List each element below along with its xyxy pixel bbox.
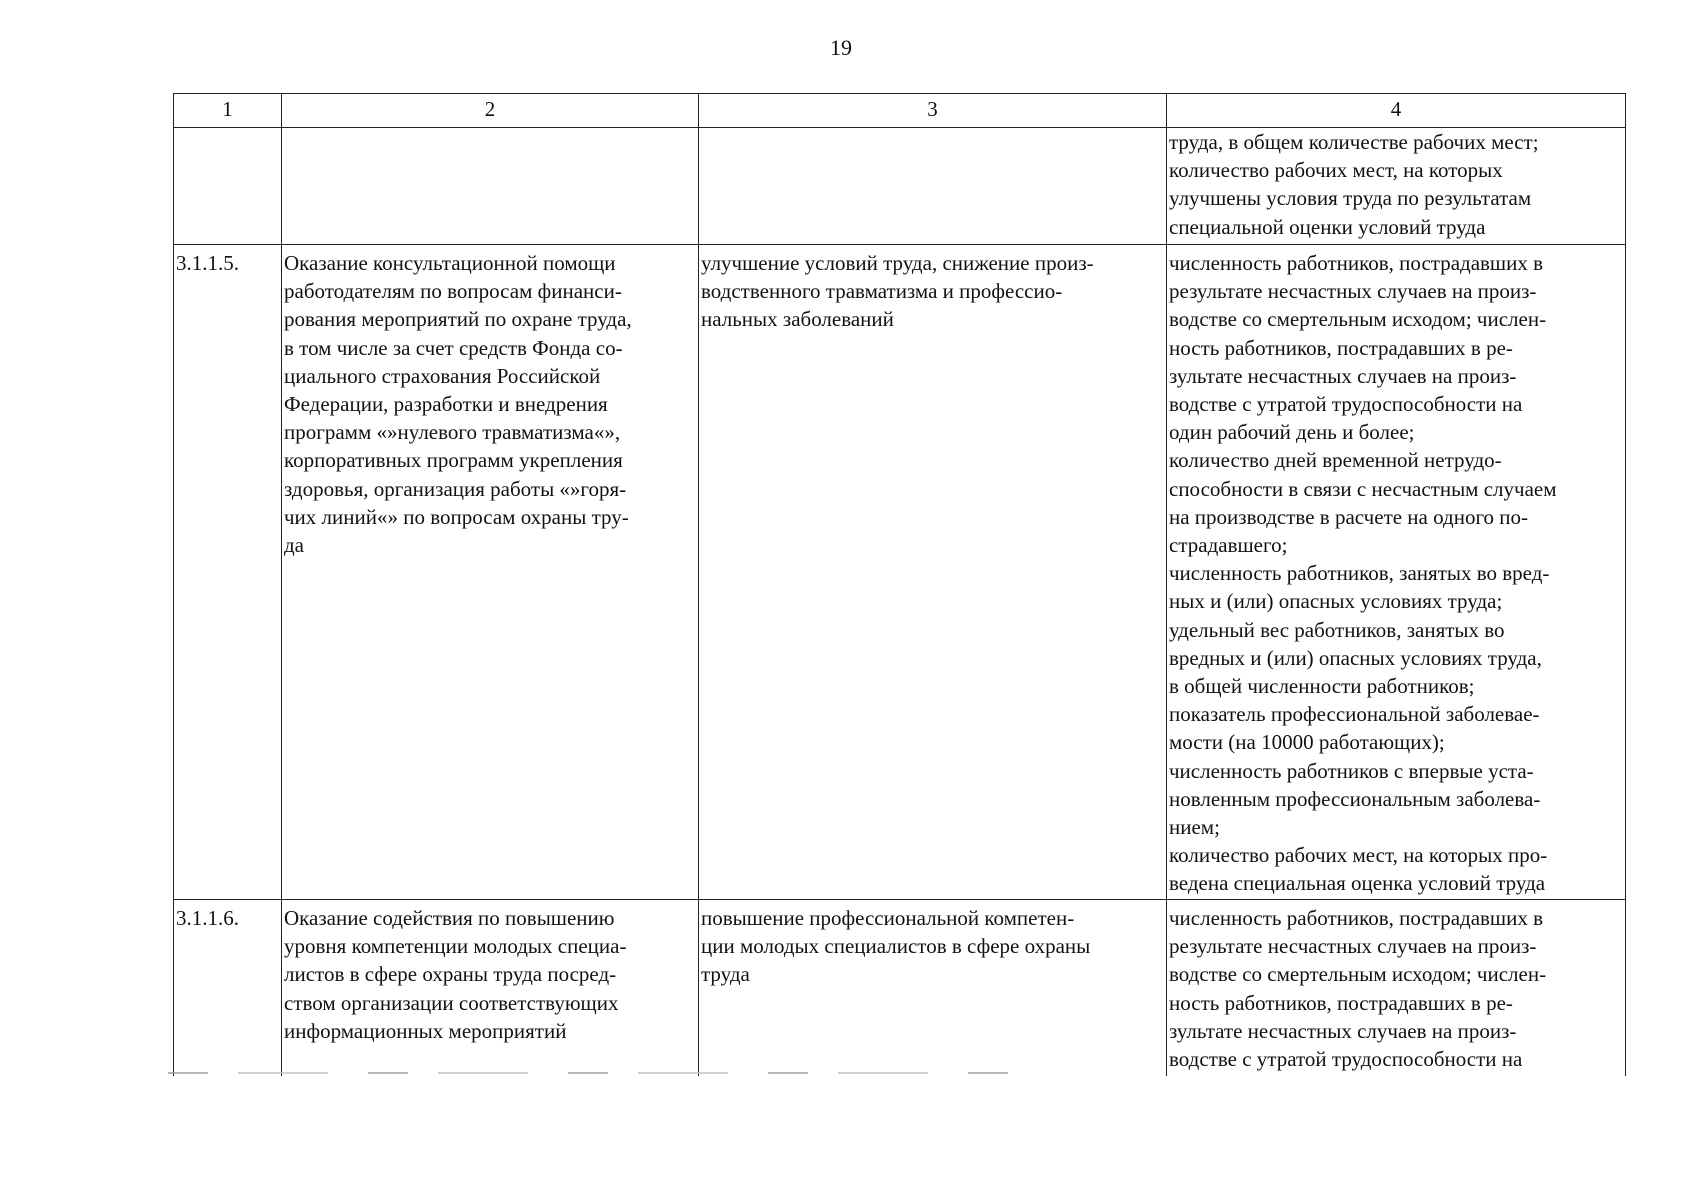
cell-text-line: ведена специальная оценка условий труда	[1169, 871, 1546, 896]
header-col-2: 2	[282, 94, 699, 128]
cell-text-line: удельный вес работников, занятых во	[1169, 617, 1505, 642]
cell-text-line: зультате несчастных случаев на произ-	[1169, 1018, 1517, 1043]
table-row-3-1-1-6	[174, 900, 1626, 1077]
cell-text-line: ность работников, пострадавших в ре-	[1169, 990, 1513, 1015]
cell-text-line: повышение профессиональной компетен-	[701, 906, 1075, 930]
cell-text-line: водстве со смертельным исходом; числен-	[1169, 307, 1547, 332]
header-row	[174, 94, 1626, 128]
cell-text-line: результате несчастных случаев на произ-	[1169, 279, 1537, 304]
cell-number	[174, 900, 282, 1077]
cell-text-line: Федерации, разработки и внедрения	[284, 392, 608, 417]
scan-artifact-line	[168, 1072, 1038, 1074]
cell-text-line: способности в связи с несчастным случаем	[1169, 476, 1557, 501]
cell-text-line: труда, в общем количестве рабочих мест;	[1169, 130, 1539, 154]
cell-text-line: 3.1.1.6.	[176, 906, 239, 930]
cell-text-line: здоровья, организация работы «»горя-	[284, 476, 627, 501]
cell-text-line: ных и (или) опасных условиях труда;	[1169, 589, 1503, 614]
cell-text-line: количество рабочих мест, на которых про-	[1169, 843, 1548, 868]
cell-text-line: уровня компетенции молодых специа-	[284, 934, 627, 959]
cell-text-line: вредных и (или) опасных условиях труда,	[1169, 645, 1542, 670]
table-row-3-1-1-5	[174, 245, 1626, 900]
header-col-3: 3	[699, 94, 1167, 128]
cell-text-line: страдавшего;	[1169, 533, 1288, 558]
cell-number	[174, 245, 282, 900]
cell-text-line: зультате несчастных случаев на произ-	[1169, 363, 1517, 388]
cell-indicators	[1167, 128, 1626, 245]
cell-text-line: ность работников, пострадавших в ре-	[1169, 335, 1513, 360]
cell-text-line: улучшение условий труда, снижение произ-	[701, 251, 1094, 275]
cell-text-line: численность работников с впервые уста-	[1169, 758, 1534, 783]
cell-text-line: труда	[701, 962, 750, 987]
cell-text-line: ции молодых специалистов в сфере охраны	[701, 934, 1091, 959]
cell-result	[699, 900, 1167, 1077]
cell-text-line: циального страхования Российской	[284, 363, 601, 388]
cell-text-line: результате несчастных случаев на произ-	[1169, 934, 1537, 959]
cell-indicators	[1167, 245, 1626, 900]
cell-text-line: ством организации соответствующих	[284, 990, 619, 1015]
cell-text-line: мости (на 10000 работающих);	[1169, 730, 1445, 755]
cell-text-line: водстве с утратой трудоспособности на	[1169, 392, 1523, 417]
cell-text-line: численность работников, пострадавших в	[1169, 251, 1544, 275]
cell-text-line: количество дней временной нетрудо-	[1169, 448, 1502, 473]
cell-text-line: Оказание содействия по повышению	[284, 906, 615, 930]
cell-text-line: численность работников, занятых во вред-	[1169, 561, 1550, 586]
cell-text-line: рования мероприятий по охране труда,	[284, 307, 632, 332]
cell-text-line: новленным профессиональным заболева-	[1169, 786, 1541, 811]
cell-text-line: показатель профессиональной заболевае-	[1169, 702, 1540, 727]
header-col-1: 1	[174, 94, 282, 128]
cell-text-line: работодателям по вопросам финанси-	[284, 279, 622, 304]
cell-text-line: количество рабочих мест, на которых	[1169, 158, 1503, 183]
cell-text-line: водстве со смертельным исходом; числен-	[1169, 962, 1547, 987]
cell-text-line: листов в сфере охраны труда посред-	[284, 962, 617, 987]
cell-indicators	[1167, 900, 1626, 1077]
cell-measure	[282, 245, 699, 900]
table-row-continuation	[174, 128, 1626, 245]
cell-text-line: Оказание консультационной помощи	[284, 251, 616, 275]
cell-text-line: в общей численности работников;	[1169, 674, 1475, 699]
page-number: 19	[830, 35, 852, 60]
cell-text-line: 3.1.1.5.	[176, 251, 239, 275]
cell-text-line: нием;	[1169, 815, 1220, 840]
cell-text-line: улучшены условия труда по результатам	[1169, 186, 1532, 211]
cell-text-line: программ «»нулевого травматизма«»,	[284, 420, 621, 445]
cell-result	[699, 245, 1167, 900]
cell-measure	[282, 900, 699, 1077]
cell-number	[174, 128, 282, 245]
measures-table	[173, 93, 1626, 1076]
cell-text-line: специальной оценки условий труда	[1169, 214, 1486, 239]
cell-text-line: на производстве в расчете на одного по-	[1169, 504, 1529, 529]
cell-text-line: численность работников, пострадавших в	[1169, 906, 1544, 930]
cell-text-line: корпоративных программ укрепления	[284, 448, 623, 473]
cell-text-line: в том числе за счет средств Фонда со-	[284, 335, 623, 360]
cell-text-line: да	[284, 533, 305, 558]
cell-text-line: информационных мероприятий	[284, 1018, 567, 1043]
cell-measure	[282, 128, 699, 245]
cell-result	[699, 128, 1167, 245]
cell-text-line: один рабочий день и более;	[1169, 420, 1415, 445]
cell-text-line: чих линий«» по вопросам охраны тру-	[284, 504, 629, 529]
cell-text-line: нальных заболеваний	[701, 307, 894, 332]
header-col-4: 4	[1167, 94, 1626, 128]
cell-text-line: водственного травматизма и профессио-	[701, 279, 1063, 304]
cell-text-line: водстве с утратой трудоспособности на	[1169, 1047, 1523, 1072]
